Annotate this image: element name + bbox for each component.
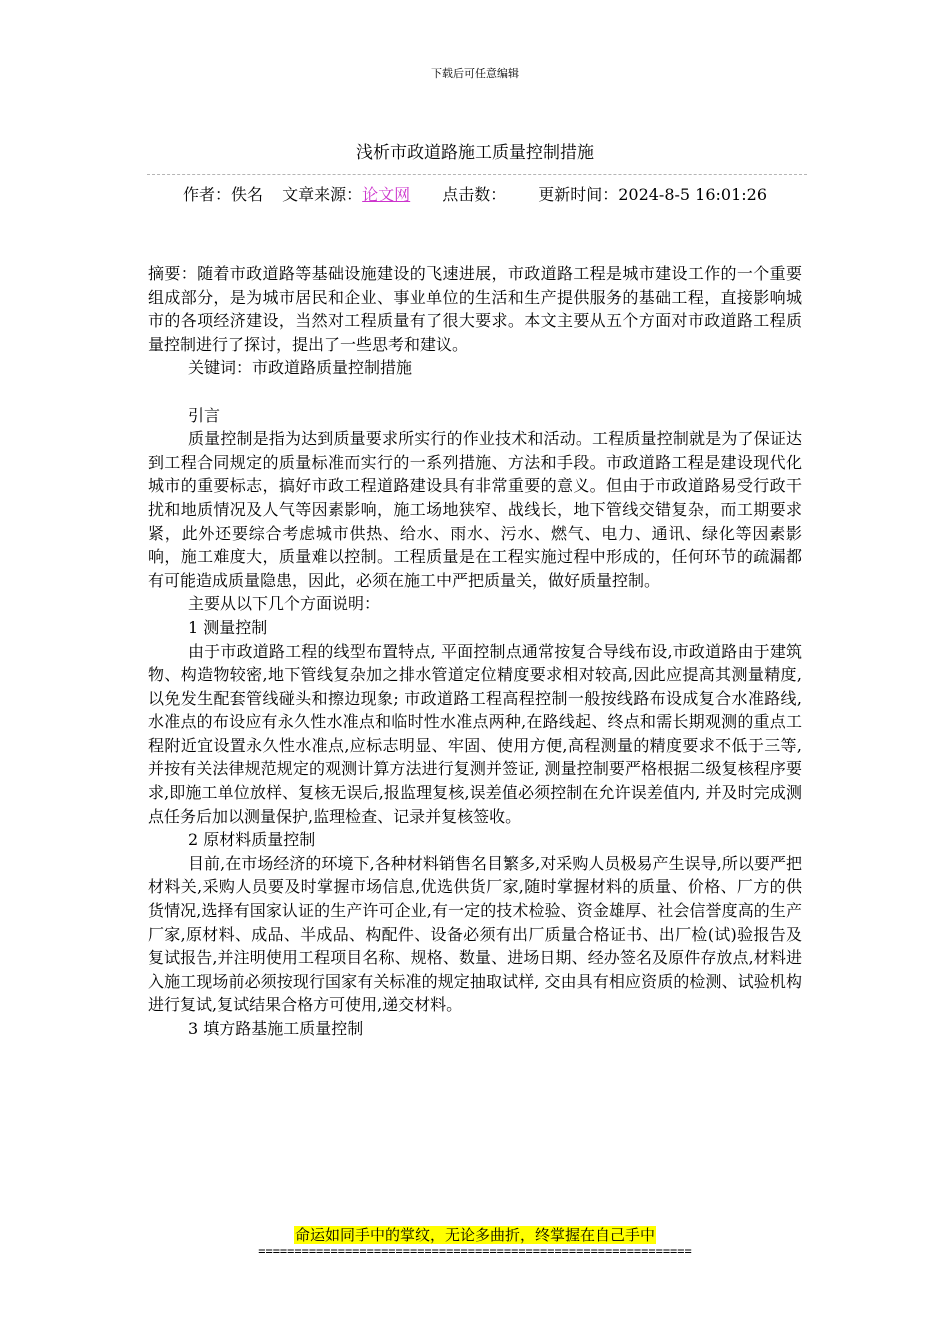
source-link[interactable]: 论文网 — [362, 185, 411, 204]
footer-quote-text: 命运如同手中的掌纹，无论多曲折，终掌握在自己手中 — [294, 1226, 655, 1244]
section-1-paragraph: 由于市政道路工程的线型布置特点, 平面控制点通常按复合导线布设,市政道路由于建筑物、构造物较密,地下管线复杂加之排水管道定位精度要求相对较高,因此应提高其测量精度,以免发生配套管线碰头和擦边现象; 市政道路工程高程控制一般按线路布设成复合水准路线, 水准点的布设应有永久性水准点和临时性水准点两种,在路线起、终点和需长期观测的重点工程附近宜设置永久性水准点,应标志明显、牢固、使用方便,高程测量的精度要求不低于三等,并按有关法律规范规定的观测计算方法进行复测并签证, 测量控制要严格根据二级复核程序要求,即施工单位放样、复核无误后,报监理复核,误差值必须控制在允许误差值内, 并及时完成测点任务后加以测量保护,监理检查、记录并复核签收。 — [148, 641, 802, 826]
clicks-label: 点击数： — [442, 185, 507, 204]
article-title: 浅析市政道路施工质量控制措施 — [356, 143, 594, 163]
intro-heading: 引言 — [188, 405, 221, 425]
abstract-paragraph: 摘要：随着市政道路等基础设施建设的飞速进展，市政道路工程是城市建设工作的一个重要组成部分，是为城市居民和企业、事业单位的生活和生产提供服务的基础工程，直接影响城市的各项经济建设，当然对工程质量有了很大要求。本文主要从五个方面对市政道路工程质量控制进行了探讨，提出了一些思考和建议。 — [148, 264, 802, 354]
section-1-heading: 1 测量控制 — [188, 617, 268, 637]
title-divider — [147, 174, 807, 175]
updated-time: 更新时间：2024-8-5 16:01:26 — [538, 185, 768, 204]
page-header-note: 下载后可任意编辑 — [431, 67, 519, 80]
article-meta — [0, 183, 950, 207]
aspects-intro: 主要从以下几个方面说明： — [188, 594, 381, 614]
author-text: 作者：佚名 — [182, 185, 263, 204]
intro-paragraph: 质量控制是指为达到质量要求所实行的作业技术和活动。工程质量控制就是为了保证达到工程合同规定的质量标准而实行的一系列措施、方法和手段。市政道路工程是建设现代化城市的重要标志，搞好市政工程道路建设具有非常重要的意义。但由于市政道路易受行政干扰和地质情况及人气等因素影响，施工场地狭窄、战线长，地下管线交错复杂，而工期要求紧，此外还要综合考虑城市供热、给水、雨水、污水、燃气、电力、通讯、绿化等因素影响，施工难度大，质量难以控制。工程质量是在工程实施过程中形成的，任何环节的疏漏都有可能造成质量隐患，因此，必须在施工中严把质量关，做好质量控制。 — [148, 429, 802, 590]
article-body — [148, 262, 802, 1041]
footer-quote — [0, 1225, 950, 1245]
section-2-paragraph: 目前,在市场经济的环境下,各种材料销售名目繁多,对采购人员极易产生误导,所以要严把材料关,采购人员要及时掌握市场信息,优选供货厂家,随时掌握材料的质量、价格、厂方的供货情况,选择有国家认证的生产许可企业,有一定的技术检验、资金雄厚、社会信誉度高的生产厂家,原材料、成品、半成品、构配件、设备必须有出厂质量合格证书、出厂检(试)验报告及复试报告,并注明使用工程项目名称、规格、数量、进场日期、经办签名及原件存放点,材料进入施工现场前必须按现行国家有关标准的规定抽取试样, 交由具有相应资质的检测、试验机构进行复试,复试结果合格方可使用,递交材料。 — [148, 853, 802, 1015]
section-2-heading: 2 原材料质量控制 — [188, 830, 316, 850]
keywords-line: 关键词：市政道路质量控制措施 — [188, 358, 413, 378]
source-label: 文章来源： — [282, 185, 363, 204]
footer-rule: ============================================================ — [258, 1244, 692, 1258]
section-3-heading: 3 填方路基施工质量控制 — [188, 1019, 364, 1038]
